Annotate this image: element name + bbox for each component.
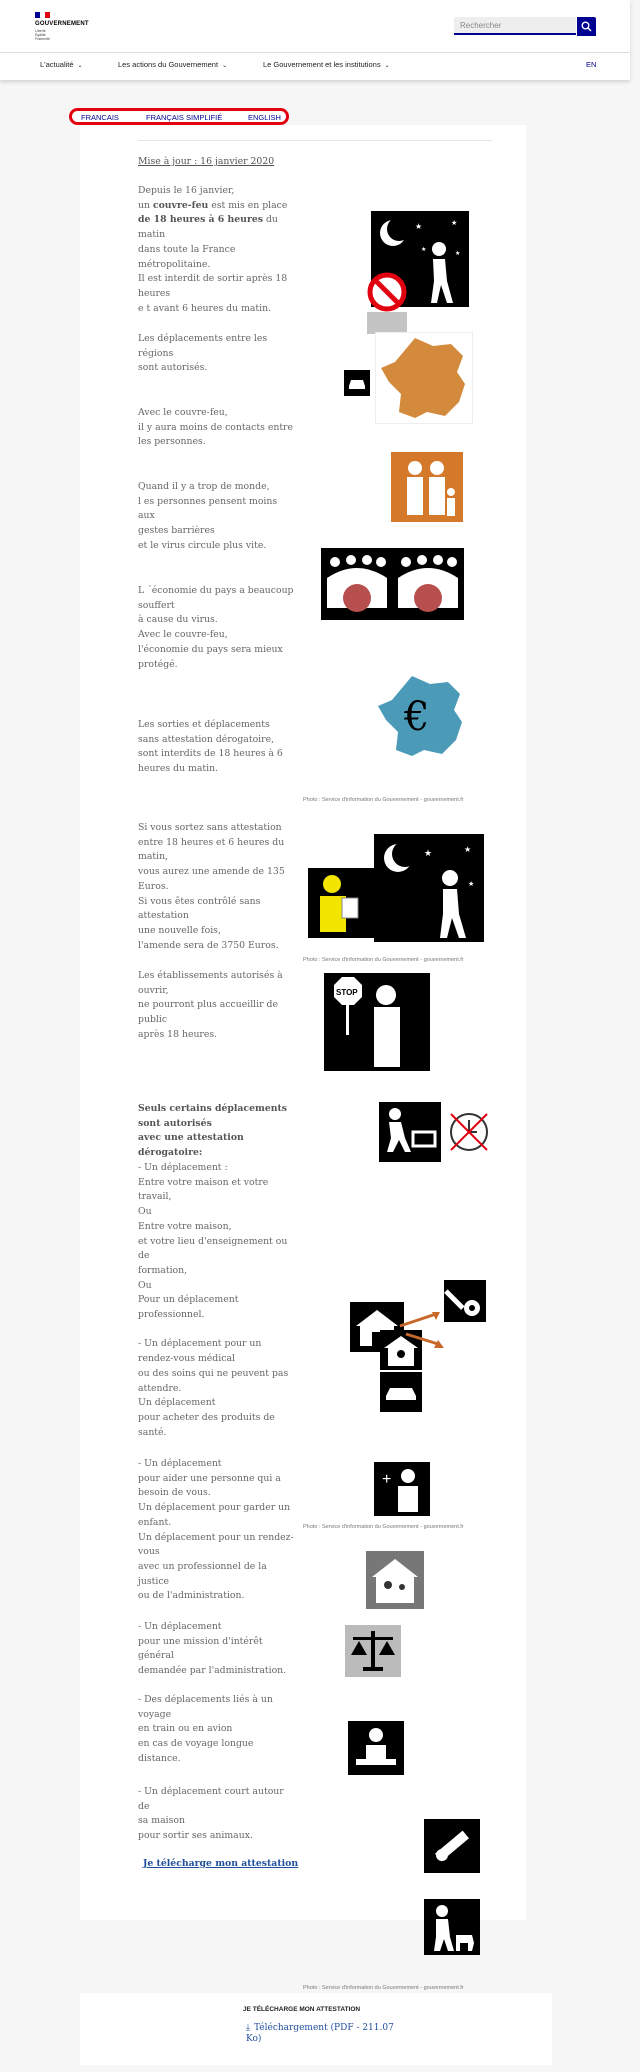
photo-caption: Photo : Service d'information du Gouvernement - gouvernement.fr — [303, 1985, 464, 1991]
desk-worker-picto — [348, 1721, 404, 1775]
crowd-virus-picto — [392, 548, 464, 620]
nav-label: L'actualité — [40, 60, 74, 69]
lang-francais[interactable]: FRANCAIS — [81, 113, 119, 122]
search-button[interactable] — [577, 17, 596, 36]
language-switcher — [69, 108, 289, 125]
photo-caption: Photo : Service d'information du Gouvernement - gouvernement.fr — [303, 957, 464, 963]
tools-picto — [444, 1280, 486, 1322]
chevron-down-icon: ⌄ — [384, 63, 390, 69]
lang-francais-simplifie[interactable]: FRANÇAIS SIMPLIFIÉ — [146, 113, 223, 122]
nav-divider — [0, 52, 630, 53]
nav-institutions[interactable] — [263, 60, 390, 69]
chevron-down-icon: ⌄ — [77, 63, 83, 69]
paragraph-contacts: Avec le couvre-feu, il y aura moins de contacts entre les personnes. — [138, 407, 294, 448]
paragraph-mission: - Un déplacement pour une mission d'intérêt général demandée par l'administration. — [138, 1621, 287, 1677]
search-icon — [581, 21, 592, 32]
svg-text:★: ★ — [455, 250, 461, 257]
download-file-link[interactable] — [246, 2022, 396, 2045]
arrow-icon — [404, 1332, 444, 1350]
paragraph-crowd: Quand il y a trop de monde, l es personnes pensent moins aux gestes barrières et le virus circule plus vite. — [138, 481, 278, 551]
arrow-icon — [398, 1310, 442, 1330]
crossed-clock-icon — [447, 1110, 491, 1154]
nav-actualite[interactable] — [40, 60, 83, 69]
sport-picto — [424, 1819, 480, 1873]
lang-english[interactable]: ENGLISH — [248, 113, 281, 122]
flag-logo[interactable] — [35, 12, 50, 18]
justice-scale-picto — [345, 1625, 401, 1677]
text-bold: de 18 heures à 6 heures — [138, 214, 263, 226]
svg-text:★: ★ — [451, 219, 458, 227]
paragraph-establishments: Les établissements autorisés à ouvrir, ne pourront plus accueillir de public après 18 heures. — [138, 970, 283, 1040]
svg-text:€: € — [404, 694, 430, 740]
download-attestation-link[interactable]: Je télécharge mon attestation — [143, 1858, 299, 1869]
medical-picto — [374, 1462, 430, 1516]
svg-text:STOP: STOP — [336, 988, 358, 997]
nav-actions[interactable] — [118, 60, 227, 69]
text-bold: couvre-feu — [152, 199, 209, 211]
dog-walk-picto — [424, 1899, 480, 1955]
download-box-title: JE TÉLÉCHARGE MON ATTESTATION — [243, 2006, 361, 2013]
search-input[interactable]: Rechercher — [454, 17, 576, 35]
svg-text:★: ★ — [421, 246, 427, 253]
paragraph-regions: Les déplacements entre les régions sont autorisés. — [138, 333, 268, 374]
svg-text:★: ★ — [464, 845, 472, 854]
police-stop-picto — [324, 973, 430, 1071]
paragraph-allowed: - Un déplacement : Entre votre maison et votre travail, Ou Entre votre maison, et votre lieu d'enseignement ou de formation, Ou Pour un déplacement professionnel. - Un déplacement pour un rendez-vous médical ou des soins qui ne peuvent pas attendre. Un déplacement pour acheter des produits de santé. — [138, 1162, 289, 1438]
childcare-picto — [366, 1551, 424, 1609]
svg-text:★: ★ — [468, 880, 475, 888]
france-map-picto — [375, 332, 473, 424]
motto: Liberté Égalité Fraternité — [35, 29, 50, 41]
svg-text:★: ★ — [424, 849, 433, 859]
photo-caption: Photo : Service d'information du Gouvernement - gouvernement.fr — [303, 797, 464, 803]
night-walker-picto — [374, 834, 484, 942]
crowd-virus-picto — [321, 548, 393, 620]
family-picto — [391, 452, 463, 522]
download-file-label: Téléchargement (PDF - 211.07 Ko) — [246, 2023, 394, 2044]
car-picto — [344, 370, 370, 396]
nav-label: Le Gouvernement et les institutions — [263, 60, 381, 69]
paragraph-curfew — [138, 184, 296, 316]
text: est mis en place — [211, 199, 288, 211]
paragraph-fine: Si vous sortez sans attestation entre 18 heures et 6 heures du matin, vous aurez une amende de 135 Euros. Si vous êtes contrôlé sans attestation une nouvelle fois, l'amende sera de 3750 Euros. — [138, 822, 285, 951]
update-date: Mise à jour : 16 janvier 2020 — [138, 156, 275, 167]
svg-text:★: ★ — [415, 222, 423, 231]
text: du matin dans toute la France métropolitaine. Il est interdit de sortir après 18 heures e t avant 6 heures du matin. — [138, 214, 288, 314]
car-picto — [380, 1372, 422, 1412]
site-header — [0, 0, 630, 80]
photo-caption: Photo : Service d'information du Gouvernement - gouvernement.fr — [303, 1524, 464, 1530]
paragraph-help: - Un déplacement pour aider une personne qui a besoin de vous. Un déplacement pour garder un enfant. Un déplacement pour un rendez- vous avec un professionnel de la justice ou de l'administration. — [138, 1458, 294, 1602]
forbidden-icon — [367, 272, 407, 312]
paragraph-allowed-title: Seuls certains déplacements sont autorisés avec une attestation dérogatoire: — [138, 1103, 288, 1159]
paragraph-travel: - Des déplacements liés à un voyage en train ou en avion en cas de voyage longue distance. — [138, 1694, 273, 1764]
police-fine-picto — [308, 868, 378, 938]
paragraph-animals: - Un déplacement court autour de sa maison pour sortir ses animaux. — [138, 1786, 284, 1842]
paragraph-economy: L ´économie du pays a beaucoup souffert à cause du virus. Avec le couvre-feu, l'économie du pays sera mieux protégé. — [138, 585, 294, 670]
placeholder-image — [367, 312, 407, 334]
download-icon: ⤓ — [246, 2022, 250, 2032]
euro-map-picto — [374, 672, 470, 760]
shopping-picto — [379, 1102, 441, 1162]
chevron-down-icon: ⌄ — [222, 63, 228, 69]
svg-text:+: + — [382, 1471, 392, 1488]
divider — [138, 140, 492, 141]
text: Depuis le 16 janvier, un — [138, 185, 235, 211]
nav-label: Les actions du Gouvernement — [118, 60, 219, 69]
lang-en-link[interactable]: EN — [586, 60, 597, 69]
paragraph-outings: Les sorties et déplacements sans attestation dérogatoire, sont interdits de 18 heures à 6 heures du matin. — [138, 719, 283, 775]
gov-name[interactable]: GOUVERNEMENT — [35, 21, 89, 27]
